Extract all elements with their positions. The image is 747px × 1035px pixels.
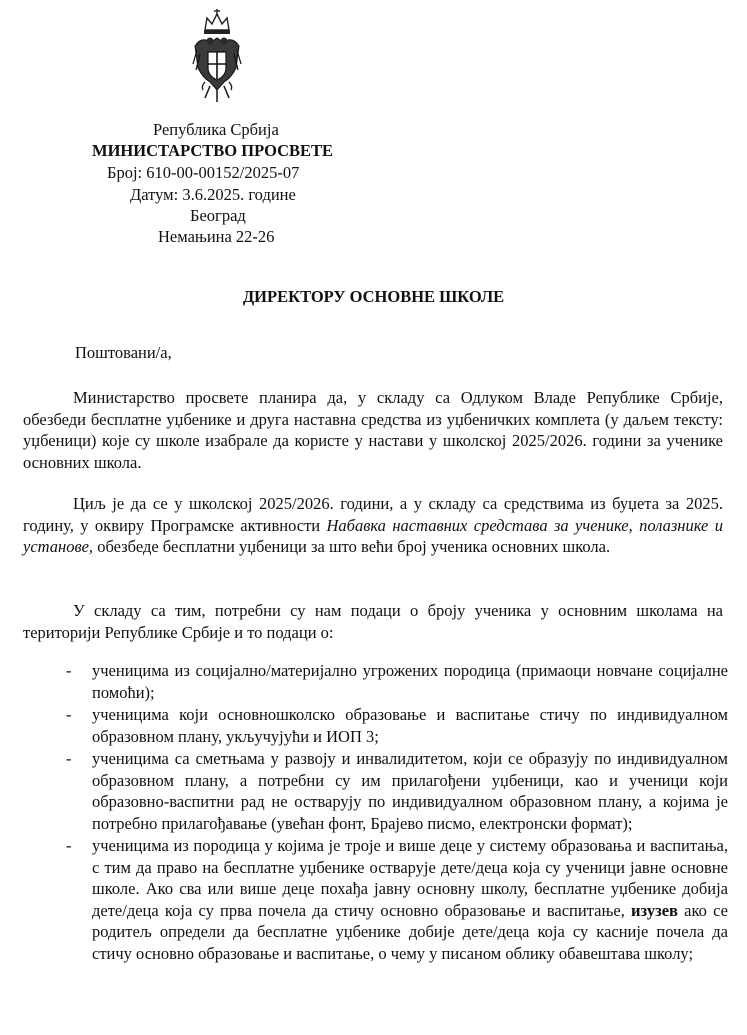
header-city: Београд [190,206,246,225]
list-item-text-after: ако се родитељ определи да бесплатне уџбенике добије дете/деца која су касније почела да стичу основно образовање и васпитање, о чему у писаном облику обавештава школу; [92,900,728,963]
greeting: Поштовани/а, [75,343,172,362]
list-dash: - [66,705,72,724]
serbian-coat-of-arms-icon [191,8,243,104]
paragraph-goal-after: обезбеде бесплатни уџбеници за што већи број ученика основних школа. [93,537,611,556]
list-item [66,660,728,703]
header-republic: Република Србија [153,120,279,139]
program-activity-name: Набавка наставних средстава за ученике, полазнике и установе, [23,515,723,556]
recipient-heading: ДИРЕКТОРУ ОСНОВНЕ ШКОЛЕ [242,287,505,306]
list-item-text-before: ученицима из породица у којима је троје и више деце у систему образовања и васпитања, с тим да право на бесплатне уџбенике остварује дете/деца која су ученици јавне основне школе. Ако сва или више деце похађа јавну основну школу, бесплатне уџбенике добија дете/деца која су прва почела да стичу основно образовање и васпитање, [92,836,728,920]
paragraph-intro [23,387,723,473]
paragraph-request-text: У складу са тим, потребни су нам подаци о броју ученика у основним школама на територији Републике Србије и то подаци о: [23,601,723,642]
paragraph-intro-text: Министарство просвете планира да, у складу са Одлуком Владе Републике Србије, обезбеди бесплатне уџбенике и друга наставна средства из уџбеничких комплета (у даљем тексту: уџбеници) које су школе изабрале да користе у настави у школској 2025/2026. години за ученике основних школа. [23,388,723,472]
list-item-text: ученицима који основношколско образовање и васпитање стичу по индивидуалном образовном плану, укључујући и ИОП 3; [92,705,728,746]
paragraph-goal-before: Циљ је да се у школској 2025/2026. години, а у складу са средствима из буџета за 2025. годину, у оквиру Програмске активности [23,494,723,535]
list-item-text: ученицима из социјално/материјално угрожених породица (примаоци новчане социјалне помоћи); [92,661,728,702]
document-date: Датум: 3.6.2025. године [130,185,296,204]
paragraph-request [23,600,723,643]
list-dash: - [66,749,72,768]
list-dash: - [66,836,72,855]
list-dash: - [66,661,72,680]
list-item [66,748,728,834]
list-item [66,704,728,747]
list-item [66,835,728,964]
list-item-emphasis: изузев [631,900,678,920]
header-address: Немањина 22-26 [158,227,275,246]
paragraph-goal [23,493,723,558]
list-item-text: ученицима са сметњама у развоју и инвалидитетом, који се образују по индивидуалном образовном плану, а потребни су им прилагођени уџбеници, као и ученици који образовно-васпитни рад не остварују по индивидуалном образовном плану, а којима је потребно прилагођавање (увећан фонт, Брајево писмо, електронски формат); [92,749,728,833]
student-category-list [66,660,728,965]
header-ministry: МИНИСТАРСТВО ПРОСВЕТЕ [92,141,334,160]
document-number: Број: 610-00-00152/2025-07 [107,163,300,182]
